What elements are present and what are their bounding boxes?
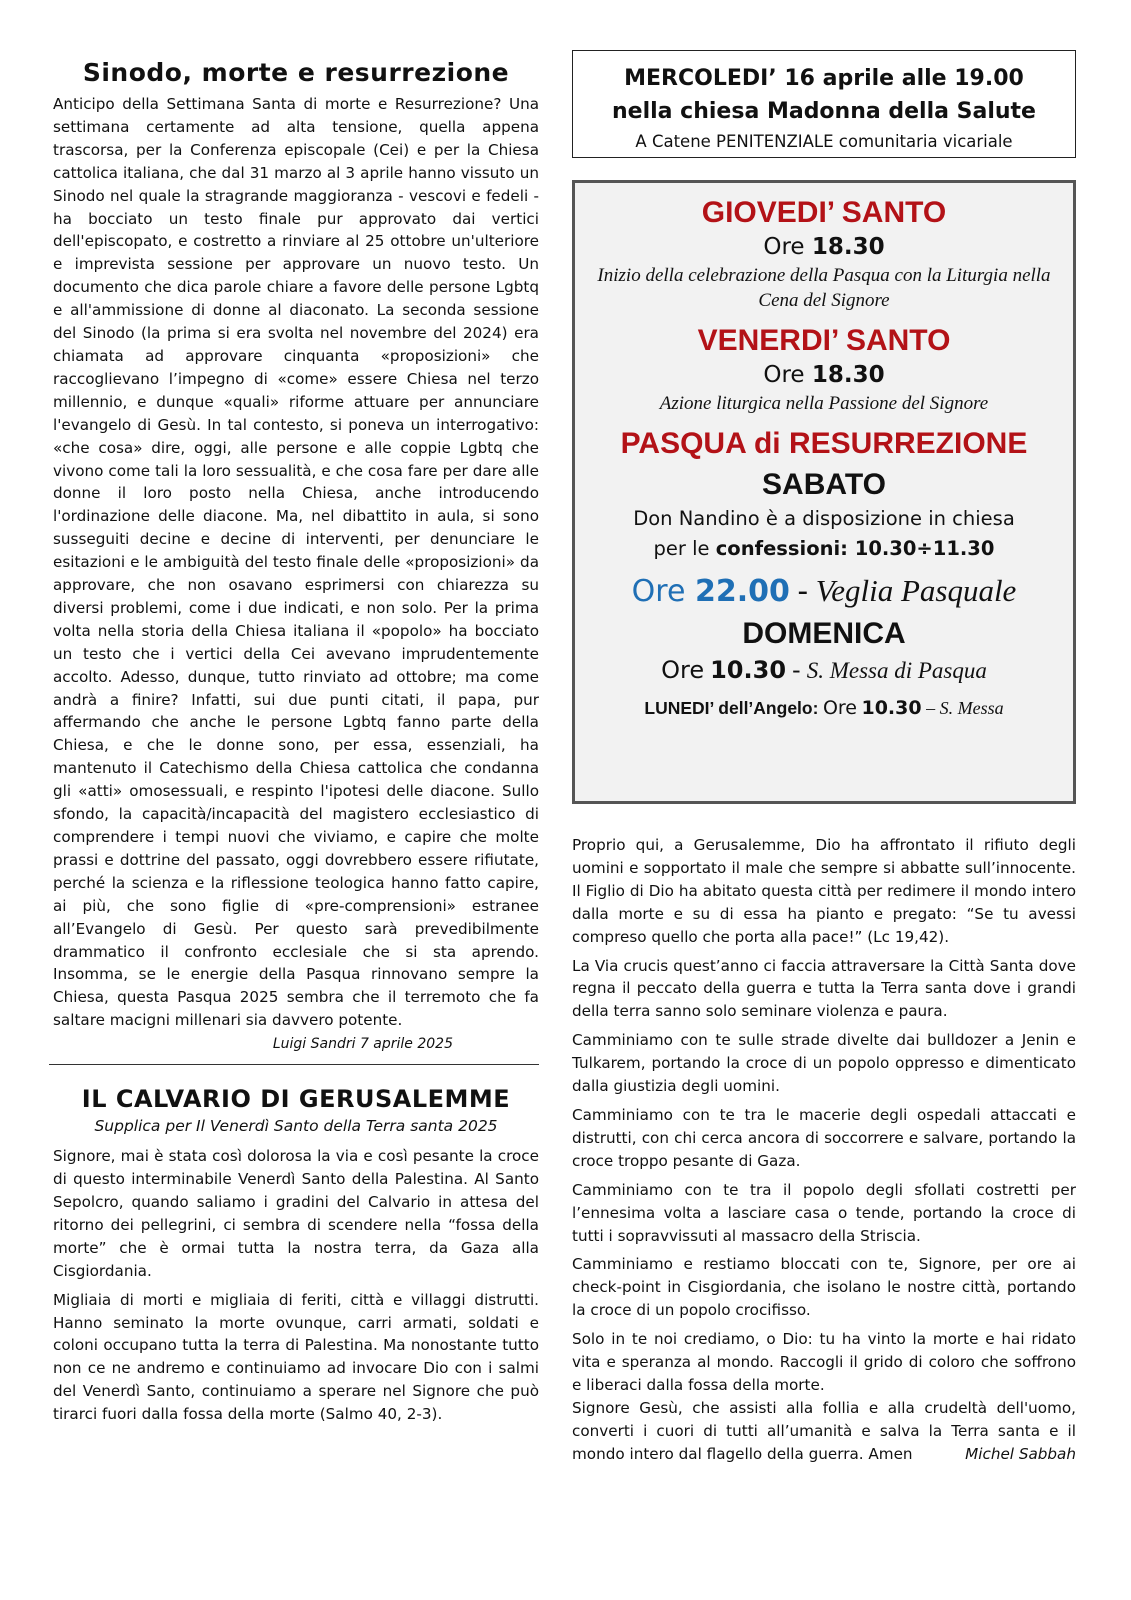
article2-subtitle: Supplica per Il Venerdì Santo della Terra santa 2025: [94, 1117, 498, 1136]
article2-final-paragraph: [572, 1397, 1076, 1466]
sunday-dash: -: [792, 656, 801, 684]
sunday-time-line: [583, 653, 1065, 688]
section-divider: [49, 1064, 539, 1065]
thursday-title: GIOVEDI’ SANTO: [701, 196, 947, 229]
article2-paragraph: Solo in te noi crediamo, o Dio: tu ha vinto la morte e hai ridato vita e speranza al mondo. Raccogli il grido di coloro che soffrono e liberaci dalla fossa della morte.: [572, 1330, 1076, 1394]
sunday-title: DOMENICA: [742, 617, 906, 650]
article1-title: Sinodo, morte e resurrezione: [82, 58, 510, 87]
vigil-line: [583, 568, 1065, 615]
article2-signature: Michel Sabbah: [965, 1444, 1076, 1463]
article2-final-text: Signore Gesù, che assisti alla follia e alla crudeltà dell'uomo, converti i cuori di tutti all’umanità e salva la Terra santa e il mondo intero dal flagello della guerra. Amen: [572, 1398, 1076, 1463]
ore-label: Ore: [763, 234, 805, 260]
article2-paragraph: Signore, mai è stata così dolorosa la via e così pesante la croce di questo interminabile Venerdì Santo della Palestina. Al Santo Sepolcro, quando saliamo i gradini del Calvario in attesa del ritorno dei pellegrini, ci sembra di scendere nella “fossa della morte” che è ormai tutta la nostra terra, da Gaza alla Cisgiordania.: [53, 1147, 539, 1280]
article2-paragraph: Camminiamo con te tra le macerie degli ospedali attaccati e distrutti, con chi cerca ancora di soccorrere e salvare, portando la croce troppo pesante di Gaza.: [572, 1105, 1076, 1170]
thursday-time: 18.30: [811, 234, 885, 260]
ore-label: Ore: [661, 656, 705, 684]
friday-time-line: [583, 359, 1065, 391]
sunday-description: S. Messa di Pasqua: [806, 658, 987, 683]
article2-paragraph: Camminiamo con te tra il popolo degli sfollati costretti per l’ennesima volta a lasciare casa o tende, portando la croce di tutti i sopravvissuti al massacro della Striscia.: [572, 1180, 1076, 1245]
penitential-description: A Catene PENITENZIALE comunitaria vicariale: [635, 132, 1013, 151]
vigil-time: 22.00: [694, 574, 790, 609]
left-column: [53, 50, 539, 1432]
thursday-time-line: [583, 231, 1065, 263]
thursday-description: Inizio della celebrazione della Pasqua con la Liturgia nella Cena del Signore: [597, 265, 1051, 311]
penitential-place: nella chiesa Madonna della Salute: [612, 99, 1036, 124]
article2-paragraph: Camminiamo con te sulle strade divelte dai bulldozer a Jenin e Tulkarem, portando la croce di un popolo oppresso e dimenticato dalla giustizia degli uomini.: [572, 1031, 1076, 1096]
friday-title: VENERDI’ SANTO: [697, 324, 951, 357]
vigil-description: Veglia Pasquale: [815, 573, 1017, 608]
ore-label: Ore: [763, 362, 805, 388]
saturday-line-1: Don Nandino è a disposizione in chiesa: [633, 507, 1015, 530]
saturday-line-2: [583, 534, 1065, 564]
sunday-time: 10.30: [710, 656, 787, 684]
monday-line: [583, 694, 1065, 722]
saturday-line-2-prefix: per le: [653, 537, 710, 560]
friday-time: 18.30: [811, 362, 885, 388]
easter-title: PASQUA di RESURREZIONE: [620, 427, 1028, 460]
article2-paragraph: Migliaia di morti e migliaia di feriti, città e villaggi distrutti. Hanno seminato la morte ovunque, carri armati, soldati e coloni occupano tutta la terra di Palestina. Ma nonostante tutto non ce ne andremo e continuiamo ad invocare Dio con i salmi del Venerdì Santo, continuiamo a sperare nel Signore che può tirarci fuori dalla fossa della morte (Salmo 40, 2-3).: [53, 1290, 539, 1424]
vigil-ore-label: Ore 22.00: [631, 574, 790, 609]
article2-continuation: [572, 834, 1076, 1466]
article2-title: IL CALVARIO DI GERUSALEMME: [81, 1085, 511, 1114]
article1-signature: Luigi Sandri 7 aprile 2025: [272, 1036, 453, 1053]
right-column: [572, 50, 1076, 1472]
confession-hours: confessioni: 10.30÷11.30: [715, 537, 995, 560]
monday-description: – S. Messa: [926, 698, 1004, 718]
article2-paragraph: Camminiamo e restiamo bloccati con te, Signore, per ore ai check-point in Cisgiordania, che isolano le nostre città, portando la croce di un popolo crocifisso.: [572, 1255, 1076, 1320]
article1-body: Anticipo della Settimana Santa di morte e Resurrezione? Una settimana certamente ad alta tensione, quella appena trascorsa, per la Conferenza episcopale (Cei) e per la Chiesa cattolica italiana, che dal 31 marzo al 3 aprile hanno vissuto un Sinodo nel quale la stragrande maggioranza - vescovi e fedeli - ha bocciato un testo finale pur approvato dai vertici dell'episcopato, e costretto a rinviare al 25 ottobre un'ulteriore e imprevista sessione per approvare un nuovo testo. Un documento che dica parole chiare a favore delle persone Lgbtq e all'ammissione di donne al diaconato. La seconda sessione del Sinodo (la prima si era svolta nel novembre del 2024) era chiamata ad approvare cinquanta «proposizioni» che raccoglievano l’impegno di «come» essere Chiesa nel terzo millennio, e dunque «quali» riforme attuare per annunciare l'evangelo di Gesù. In tal contesto, si poneva un interrogativo: «che cosa» dire, oggi, alle persone e alle coppie Lgbtq che vivono come tali la loro sessualità, e che cosa fare per dare alle donne il loro posto nella Chiesa, anche introducendo l'ordinazione delle diacone. Ma, nel dibattito in aula, si sono susseguiti decine e decine di interventi, per denunciare le esitazioni e le ambiguità del testo finale delle «proposizioni» da approvare, che non osavano esprimersi con chiarezza su diversi problemi, come i due indicati, e non solo. Per la prima volta nella storia della Chiesa italiana il «popolo» ha bocciato un testo che i vertici della Cei avevano imprudentemente accolto. Adesso, dunque, tutto rinviato ad ottobre; ma come andrà a finire? Infatti, sui due punti citati, il papa, pur affermando che anche le persone Lgbtq fanno parte della Chiesa, e che le donne sono, per essa, essenziali, ha mantenuto il Catechismo della Chiesa cattolica che condanna gli «atti» omosessuali, e respinto l'ipotesi delle diacone. Sullo sfondo, la capacità/incapacità del magistero ecclesiastico di comprendere i tempi nuovi che viviamo, e capire che molte prassi e dottrine del passato, oggi dovrebbero essere rifiutate, perché la scienza e la riflessione teologica hanno fatto capire, ai più, che sono figlie di «pre-comprensioni» estranee all’Evangelo di Gesù. Per questo sarà prevedibilmente drammatico il confronto ecclesiale che si sta aprendo. Insomma, se le energie della Pasqua rinnovano sempre la Chiesa, questa Pasqua 2025 sembra che il terremoto che fa saltare macigni millenari sia davvero potente.: [53, 95, 539, 1030]
article2-paragraph: La Via crucis quest’anno ci faccia attraversare la Città Santa dove regna il peccato della guerra e tutta la Terra santa dove i grandi della terra sanno solo seminare violenza e paura.: [572, 956, 1076, 1021]
friday-description: Azione liturgica nella Passione del Signore: [659, 393, 989, 414]
penitential-date: MERCOLEDI’ 16 aprile alle 19.00: [624, 66, 1024, 91]
saturday-title: SABATO: [762, 468, 886, 501]
ore-label: Ore: [822, 697, 857, 719]
article2-paragraph: Proprio qui, a Gerusalemme, Dio ha affrontato il rifiuto degli uomini e sopportato il male che sempre si abbatte sull’innocente. Il Figlio di Dio ha abitato questa città per redimere il mondo intero dalla morte e su di essa ha pianto e pregato: “Se tu avessi compreso quello che porta alla pace!” (Lc 19,42).: [572, 836, 1076, 946]
holy-week-schedule-box: [572, 180, 1076, 804]
vigil-dash: -: [797, 574, 809, 609]
penitential-notice-box: [572, 50, 1076, 158]
monday-time: 10.30: [861, 697, 922, 719]
monday-label: LUNEDI’ dell’Angelo:: [644, 698, 819, 718]
